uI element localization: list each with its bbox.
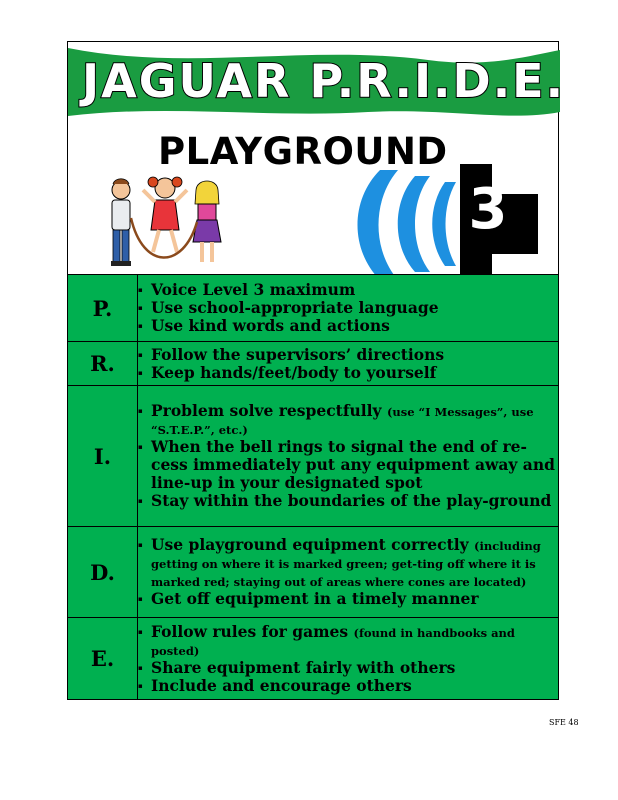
rule-items <box>138 536 558 608</box>
rule-item: ▪ Follow the supervisors’ directions <box>138 346 558 364</box>
rule-item: ▪ Use school-appropriate language <box>138 299 558 317</box>
rule-note: (including getting on where it is marked green; get-ting off where it is marked red; staying out of areas where cones are located) <box>151 539 541 589</box>
poster-title: JAGUAR P.R.I.D.E. <box>82 54 566 108</box>
rule-items <box>138 623 558 695</box>
poster-header <box>67 41 566 305</box>
rule-item: ▪ Include and encourage others <box>138 677 558 695</box>
rule-items <box>138 402 558 510</box>
rule-item: ▪ Use playground equipment correctly (including getting on where it is marked green; get-ting off where it is marked red; staying out of areas where cones are located) <box>138 536 558 590</box>
pride-rules-table <box>67 274 559 700</box>
rule-item: ▪ Follow rules for games (found in handbooks and posted) <box>138 623 558 659</box>
rule-letter: P. <box>68 275 138 342</box>
rule-item: ▪ Voice Level 3 maximum <box>138 281 558 299</box>
rule-items <box>138 281 558 335</box>
rule-items <box>138 346 558 382</box>
rule-row-r <box>68 342 559 386</box>
poster-subtitle: PLAYGROUND <box>158 130 448 173</box>
rule-letter: E. <box>68 618 138 700</box>
rule-letter: R. <box>68 342 138 386</box>
rule-item: ▪ Problem solve respectfully (use “I Messages”, use “S.T.E.P.”, etc.) <box>138 402 558 438</box>
rule-item: ▪ Share equipment fairly with others <box>138 659 558 677</box>
rule-row-i <box>68 386 559 527</box>
rule-letter: I. <box>68 386 138 527</box>
rule-letter: D. <box>68 527 138 618</box>
rule-row-d <box>68 527 559 618</box>
rule-item: ▪ Stay within the boundaries of the play-ground <box>138 492 558 510</box>
page-footer: SFE 48 <box>549 718 579 727</box>
voice-level-speaker-icon <box>340 160 550 288</box>
rule-item: ▪ Get off equipment in a timely manner <box>138 590 558 608</box>
rule-row-p <box>68 275 559 342</box>
rule-note: (found in handbooks and posted) <box>151 625 515 658</box>
pride-poster <box>67 41 566 701</box>
kids-jump-rope-illustration <box>103 172 233 272</box>
rule-item: ▪ Keep hands/feet/body to yourself <box>138 364 558 382</box>
rule-item: ▪ Use kind words and actions <box>138 317 558 335</box>
rule-item: ▪ When the bell rings to signal the end of re-cess immediately put any equipment away and line-up in your designated spot <box>138 438 558 492</box>
voice-level-number: 3 <box>468 177 508 242</box>
rule-row-e <box>68 618 559 700</box>
rule-note: (use “I Messages”, use “S.T.E.P.”, etc.) <box>151 405 534 437</box>
